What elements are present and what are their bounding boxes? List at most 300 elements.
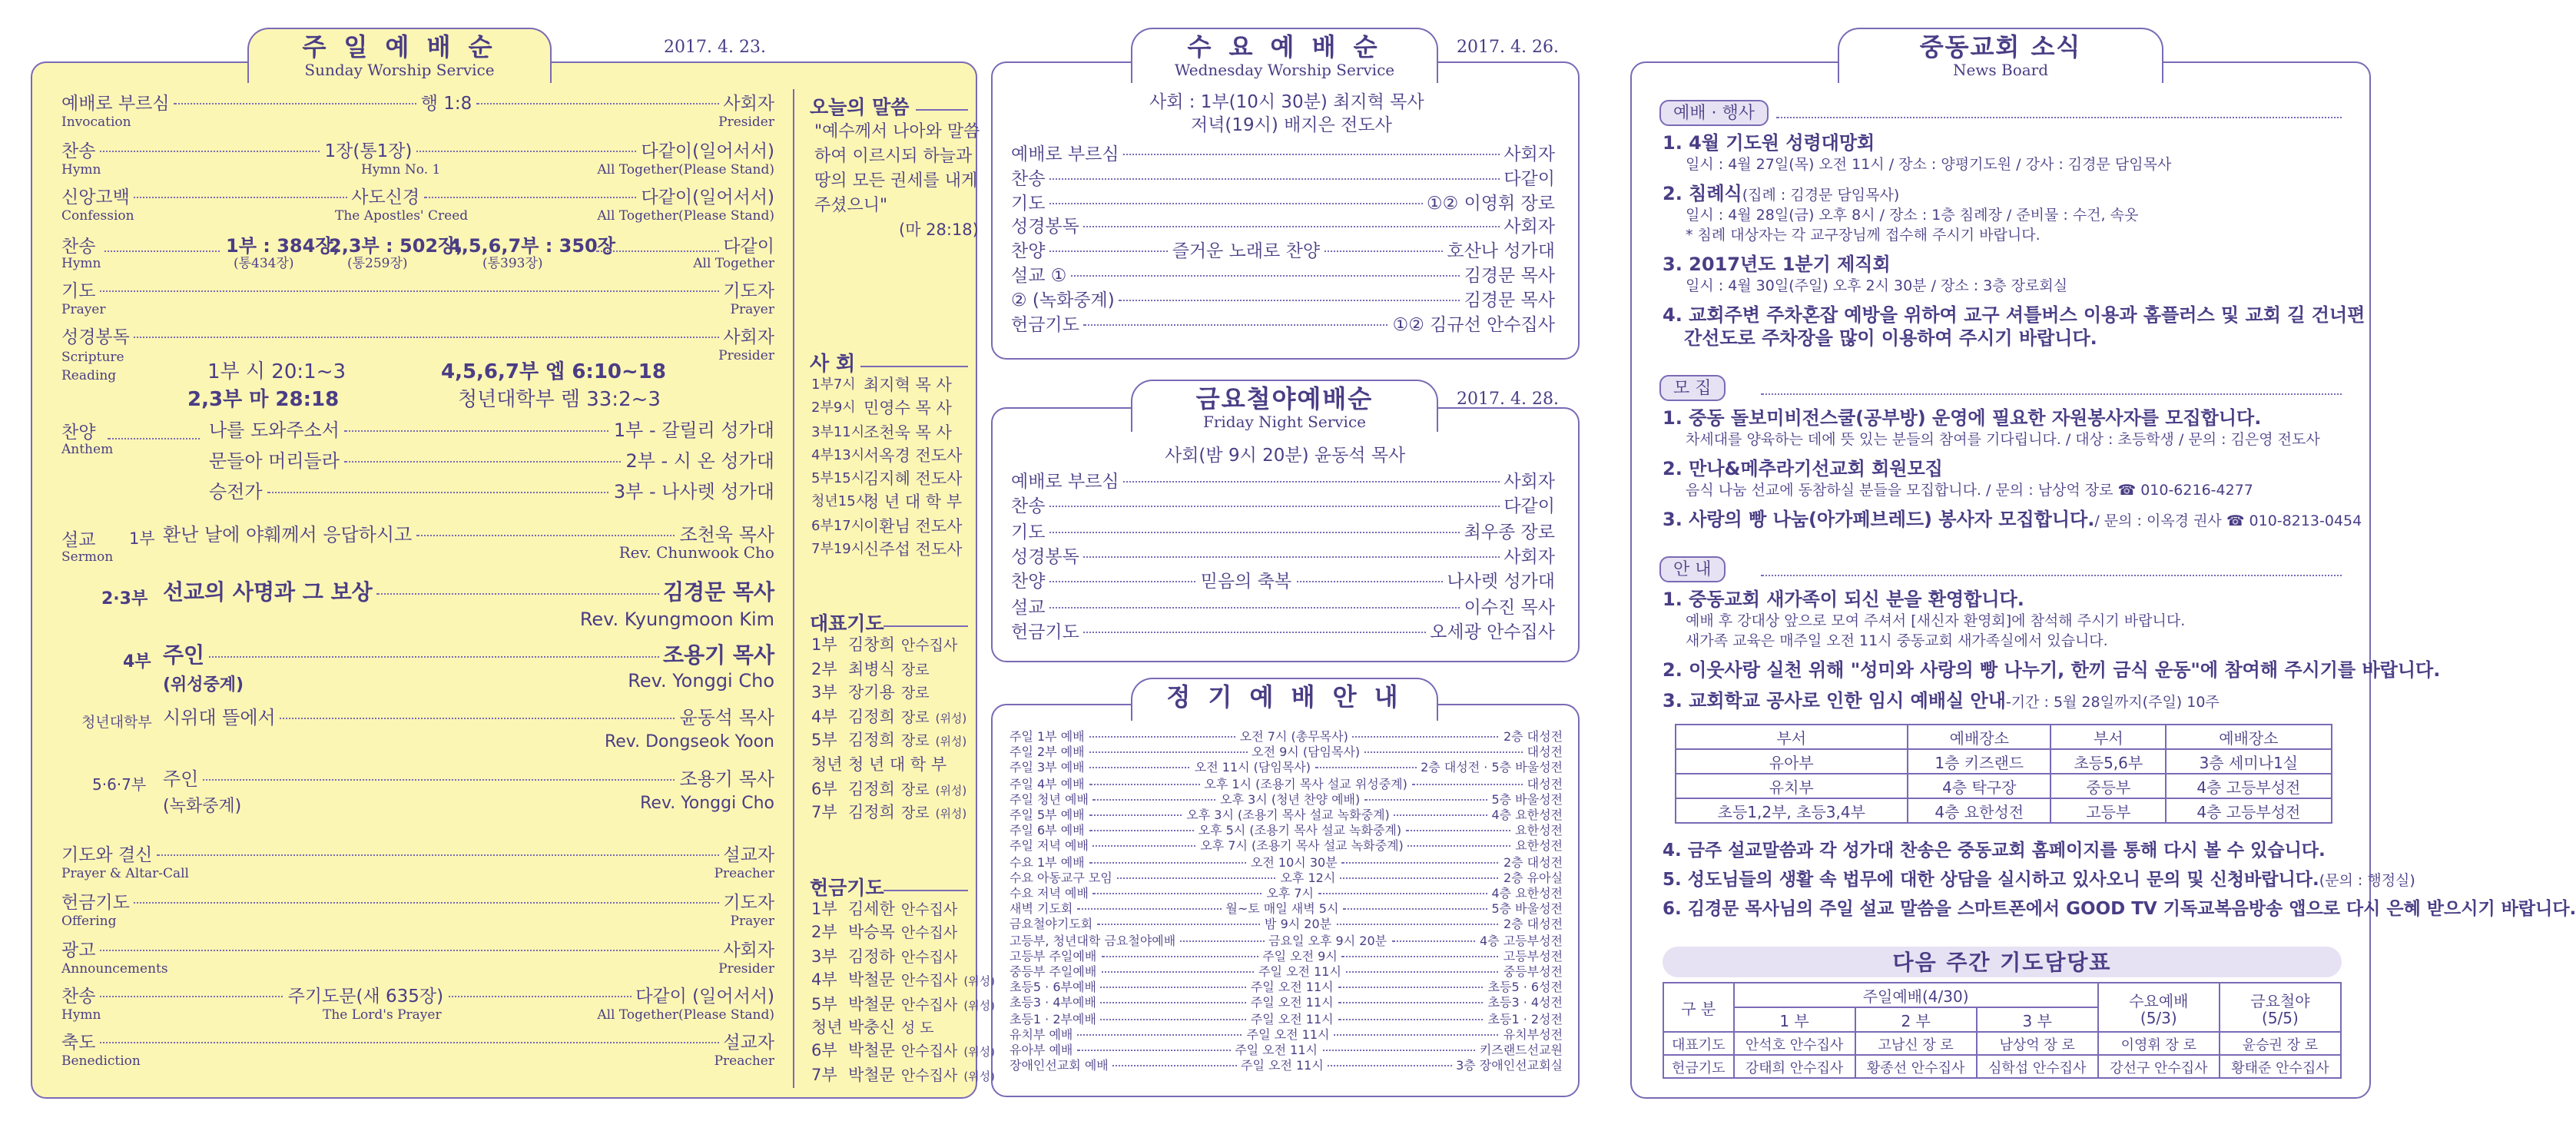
- wednesday-dots: [1324, 250, 1442, 252]
- regular-time: 오후 3시 (조용기 목사 설교 녹화중계): [1186, 808, 1390, 822]
- pt-row-rep: [1663, 1032, 2341, 1055]
- offering-name: 박충신: [848, 1019, 895, 1038]
- room-table-cell: 3층 세미나1실: [2166, 749, 2332, 774]
- host-part: 6부17시: [811, 519, 865, 535]
- regular-time: 오후 7시: [1266, 887, 1315, 900]
- regular-dots: [1093, 893, 1261, 894]
- regular-name: 수요 저녁 예배: [1010, 887, 1089, 900]
- rep-name: 김창희: [848, 636, 895, 655]
- news-info-heading-text: 1. 중동교회 새가족이 되신 분을 환영합니다.: [1663, 589, 2024, 610]
- wednesday-row: [1011, 216, 1555, 237]
- prayer-duty-cell: 이영휘 장 로: [2098, 1032, 2220, 1055]
- news-event-heading-text: 3. 2017년도 1분기 제직회: [1663, 254, 1891, 275]
- anthem-1-title: 나를 도와주소서: [209, 420, 340, 441]
- sermon-2-part: 2·3부: [101, 589, 148, 609]
- rep-rule: [884, 625, 968, 627]
- regular-name: 고등부 주일예배: [1010, 949, 1097, 964]
- sermon-row-3: [163, 644, 774, 670]
- offering-item: [811, 899, 995, 923]
- regular-name: 금요철야기도회: [1010, 917, 1093, 932]
- news-info-heading: [1663, 690, 2220, 715]
- sermon-4-pastor: 윤동석 목사: [679, 707, 774, 728]
- room-table-cell: 1층 키즈랜드: [1908, 749, 2051, 774]
- prayer-table-title: 다음 주간 기도담당표: [1892, 951, 2112, 976]
- host-part: 7부19시: [811, 542, 865, 559]
- rep-role: 장로: [900, 709, 930, 727]
- regular-dots: [1342, 861, 1499, 863]
- wednesday-row: [1011, 143, 1555, 164]
- offering-row: [61, 891, 774, 913]
- regular-dots: [1408, 846, 1510, 847]
- regular-row: [1010, 934, 1563, 949]
- news-recruit-heading-text: 1. 중동 돌보미비전스쿨(공부방) 운영에 필요한 자원봉사자를 모집합니다.: [1663, 407, 2262, 429]
- confession-row: [61, 186, 774, 207]
- friday-dots: [1049, 506, 1499, 508]
- regular-name: 주일 6부 예배: [1010, 824, 1085, 838]
- anthem-dots-a: [108, 438, 200, 439]
- rep-part: 2부: [811, 660, 837, 679]
- offering-role: 안수집사: [900, 997, 958, 1014]
- regular-time: 오후 3시 (청년 찬양 예배): [1220, 792, 1361, 807]
- rep-prayer-title: 대표기도: [810, 612, 884, 635]
- rep-part: 1부: [811, 636, 837, 655]
- offering-part: 6부: [811, 1042, 837, 1061]
- offering-role: 안수집사: [900, 1043, 958, 1061]
- regular-dots: [1089, 830, 1194, 831]
- sunday-divider: [793, 89, 794, 1088]
- news-info-heading-text: 4. 금주 설교말씀과 각 성가대 찬송은 중동교회 홈페이지를 통해 다시 볼 수 있습니다.: [1663, 839, 2326, 861]
- regular-time: 오전 7시 (총무목사): [1239, 730, 1348, 744]
- wednesday-leader: ①② 김규선 안수집사: [1392, 313, 1555, 335]
- pt-row-offering: [1663, 1055, 2341, 1078]
- regular-row: [1010, 1028, 1563, 1043]
- scripture-label: 성경봉독: [61, 326, 130, 347]
- announcements-label: 광고: [61, 939, 96, 960]
- wednesday-row: [1011, 264, 1555, 286]
- sermon-2-title: 선교의 사명과 그 보상: [163, 581, 373, 605]
- regular-row: [1010, 918, 1563, 934]
- regular-place: 2층 대성전: [1503, 917, 1563, 932]
- regular-row: [1010, 871, 1563, 887]
- offering-name: 김세한: [848, 900, 895, 919]
- news-event-heading-text: 2. 침례식: [1663, 183, 1742, 204]
- regular-dots: [1338, 1003, 1484, 1004]
- regular-time: 오후 12시: [1280, 871, 1336, 885]
- host-part: 청년15시: [811, 495, 870, 511]
- prayer-duty-cell: 윤승권 장 로: [2220, 1032, 2341, 1055]
- hymn3-row: [61, 985, 774, 1007]
- sermon-row-4: [163, 707, 774, 728]
- announcements-right: 사회자: [723, 939, 774, 960]
- friday-label: 예배로 부르심: [1011, 470, 1119, 492]
- hymn3-text: 주기도문(새 635장): [287, 985, 444, 1007]
- regular-place: 2층 대성전: [1503, 730, 1563, 744]
- sermon-5-pastor: 조용기 목사: [679, 768, 774, 790]
- host-item: [811, 446, 962, 469]
- scripture-r1b: 4,5,6,7부 엡 6:10~18: [441, 361, 666, 384]
- today-word-rule: [916, 109, 968, 111]
- offering-right-en: Prayer: [730, 914, 774, 930]
- prayer-duty-cell: 황종선 안수집사: [1855, 1055, 1977, 1078]
- offering-part: 청년: [811, 1019, 843, 1038]
- rep-role: 장로: [900, 733, 930, 751]
- prayer-right-en: Prayer: [730, 303, 774, 318]
- regular-name: 주일 5부 예배: [1010, 808, 1085, 822]
- wednesday-dots: [1124, 154, 1500, 155]
- rep-role: 장로: [900, 685, 930, 703]
- regular-time: 오후 1시 (조용기 목사 설교 위성중계): [1204, 777, 1407, 791]
- rep-note: (위성): [935, 735, 967, 749]
- room-table-cell: 4층 고등부성전: [2166, 798, 2332, 823]
- news-info-heading-text: 5. 성도님들의 생활 속 법무에 대한 상담을 실시하고 있사오니 문의 및 신청바랍니다.: [1663, 868, 2319, 890]
- rep-role: 장로: [900, 662, 930, 679]
- offering-name: 박철문: [848, 1042, 895, 1061]
- offering-item: [811, 993, 995, 1017]
- invocation-right-en: Presider: [718, 115, 774, 131]
- today-word-ref: (마 28:18): [899, 221, 979, 240]
- pt-h-part1: 1 부: [1734, 1007, 1855, 1032]
- news-recruit-detail: 음식 나눔 선교에 동참하실 분들을 모집합니다. / 문의 : 남상억 장로 ☎ 010-6216-4277: [1686, 483, 2253, 499]
- regular-place: 4층 요한성전: [1491, 887, 1563, 900]
- today-word-line: 하여 이르시되 하늘과: [814, 146, 973, 166]
- sermon-5-sub: (녹화중계): [163, 796, 242, 816]
- offering-role: 안수집사: [900, 925, 958, 943]
- news-event-detail: 일시 : 4월 30일(주일) 오후 2시 30분 / 장소 : 3층 장로회실: [1686, 278, 2068, 295]
- friday-subtitle: Friday Night Service: [1202, 415, 1366, 432]
- wednesday-label: ② (녹화중계): [1011, 288, 1115, 310]
- news-tag-info: 안 내: [1659, 556, 1726, 582]
- friday-leader: 다같이: [1503, 495, 1555, 517]
- regular-dots: [1089, 814, 1182, 816]
- host-rule: [860, 366, 968, 367]
- host-name: 민영수 목 사: [864, 400, 952, 419]
- benediction-row: [61, 1031, 774, 1053]
- news-event-heading: [1663, 254, 1891, 277]
- anthem-row-1: [209, 420, 774, 441]
- anthem-en: Anthem: [61, 443, 114, 458]
- wednesday-dots: [1049, 250, 1167, 252]
- news-info-heading: [1663, 897, 2576, 920]
- rep-part: 청년: [811, 755, 843, 774]
- friday-leader: 나사렛 성가대: [1447, 570, 1556, 592]
- offering-note: (위성): [963, 998, 995, 1013]
- regular-place: 고등부성전: [1503, 949, 1563, 964]
- news-tag-events: 예배 · 행사: [1659, 100, 1769, 126]
- hymn2-right-en: All Together: [693, 257, 774, 272]
- regular-dots: [1340, 877, 1499, 879]
- prayer-table-header: [1663, 947, 2342, 977]
- hymn3-en: Hymn: [61, 1008, 101, 1023]
- scripture-r1a: 1부 시 20:1~3: [207, 361, 346, 384]
- regular-dots: [1089, 861, 1246, 863]
- offering-name: 박철문: [848, 1066, 895, 1085]
- rep-item: [811, 731, 966, 755]
- regular-time: 주일 오전 9시: [1262, 949, 1338, 964]
- offering-name: 김정하: [848, 947, 895, 967]
- rep-part: 5부: [811, 731, 837, 751]
- regular-time: 오전 10시 30분: [1250, 855, 1338, 870]
- sermon-en: Sermon: [61, 550, 114, 566]
- pt-h-wed: [2098, 983, 2220, 1032]
- anthem-2-title: 문들아 머리들라: [209, 450, 340, 472]
- offering-item: [811, 970, 995, 993]
- regular-name: 주일 청년 예배: [1010, 792, 1089, 807]
- news-tag2-rule: [1761, 393, 2342, 395]
- regular-name: 주일 저녁 예배: [1010, 839, 1089, 854]
- regular-dots: [1338, 987, 1484, 988]
- friday-dots: [1084, 632, 1425, 633]
- regular-time: 밤 9시 20분: [1265, 917, 1332, 932]
- regular-time: 주일 오전 11시: [1250, 1012, 1334, 1027]
- wednesday-row: [1011, 289, 1555, 310]
- prayer-row: [61, 280, 774, 301]
- regular-dots: [1101, 1018, 1246, 1020]
- regular-time: 주일 오전 11시: [1235, 1043, 1318, 1057]
- rep-item: [811, 755, 966, 778]
- prayer-duty-table: [1663, 982, 2342, 1079]
- news-event-heading: [1663, 183, 1899, 207]
- wednesday-dots: [1084, 323, 1388, 325]
- rep-name: 최병식: [848, 660, 895, 679]
- room-table-cell: 초등5,6부: [2051, 749, 2166, 774]
- hymn1-label: 찬송: [61, 140, 96, 161]
- prayer-duty-cell: 강선구 안수집사: [2098, 1055, 2220, 1078]
- sermon-5-title: 주인: [163, 768, 199, 790]
- off-rule: [884, 890, 968, 891]
- pt-h-fri-label: 금요철야: [2250, 993, 2310, 1010]
- rep-part: 7부: [811, 804, 837, 823]
- prayer-label: 기도: [61, 280, 96, 301]
- altar-right: 설교자: [723, 844, 774, 865]
- wednesday-dots: [1084, 227, 1499, 228]
- friday-label: 찬양: [1011, 570, 1046, 592]
- hymn2-part3: 4,5,6,7부 : 350장: [449, 235, 615, 257]
- friday-title: 금요철야예배순: [1195, 384, 1374, 413]
- announcements-row: [61, 939, 774, 960]
- sermon-3-part: 4부: [123, 652, 151, 672]
- wednesday-leader: 호산나 성가대: [1447, 240, 1555, 262]
- regular-name: 수요 1부 예배: [1010, 855, 1085, 870]
- regular-dots: [1315, 768, 1416, 769]
- regular-dots: [1412, 783, 1523, 784]
- regular-dots: [1334, 1034, 1498, 1036]
- hymn1-row: [61, 140, 774, 161]
- wednesday-label: 예배로 부르심: [1011, 143, 1119, 164]
- friday-label: 성경봉독: [1011, 545, 1079, 567]
- regular-name: 장애인선교회 예배: [1010, 1059, 1109, 1073]
- hymn2-part1: 1부 : 384장,: [226, 235, 340, 257]
- friday-title-tab: [1131, 380, 1438, 432]
- regular-name: 초등5 · 6부예배: [1010, 980, 1096, 995]
- regular-dots: [1364, 751, 1522, 753]
- wednesday-leader: 김경문 목사: [1464, 288, 1555, 310]
- anthem-3-choir: 3부 - 나사렛 성가대: [613, 481, 774, 502]
- regular-dots: [1322, 1050, 1475, 1051]
- confession-text: 사도신경: [351, 186, 420, 207]
- regular-dots: [1093, 799, 1215, 801]
- rep-name: 장기용: [848, 684, 895, 703]
- regular-time: 오전 9시 (담임목사): [1252, 745, 1361, 760]
- wednesday-row: [1011, 313, 1555, 334]
- news-recruit-heading: [1663, 407, 2261, 430]
- regular-place: 대성전: [1527, 745, 1563, 760]
- host-part: 2부9시: [811, 401, 856, 417]
- wednesday-label: 찬송: [1011, 167, 1046, 189]
- friday-leader: 최우종 장로: [1464, 520, 1555, 542]
- news-subtitle: News Board: [1952, 63, 2049, 80]
- regular-row: [1010, 980, 1563, 996]
- hymn2-label: 찬송: [61, 235, 96, 257]
- offering-role: 안수집사: [900, 1067, 958, 1085]
- wednesday-date: 2017. 4. 26.: [1457, 37, 1559, 57]
- sermon-2-pastor: 김경문 목사: [663, 581, 774, 605]
- invocation-text: 행 1:8: [420, 92, 472, 114]
- anthem-1-choir: 1부 - 갈릴리 성가대: [613, 420, 774, 441]
- scripture-right: 사회자: [723, 326, 774, 347]
- sermon-row-5: [163, 768, 774, 790]
- scripture-r2a: 2,3부 마 28:18: [187, 389, 340, 412]
- wednesday-dots: [1119, 300, 1460, 301]
- sermon-3-sub: (위성중계): [163, 675, 244, 695]
- prayer-duty-cell: 심학섭 안수집사: [1977, 1055, 2098, 1078]
- room-table-row: [1676, 798, 2332, 823]
- regular-row: [1010, 840, 1563, 855]
- regular-place: 키즈랜드선교원: [1479, 1043, 1563, 1057]
- host-list: [811, 375, 962, 563]
- altar-label: 기도와 결신: [61, 844, 153, 865]
- regular-time: 주일 오전 11시: [1250, 996, 1334, 1010]
- wednesday-host-1: 사회 : 1부(10시 30분) 최지혁 목사: [1149, 91, 1424, 112]
- host-part: 5부15시: [811, 472, 865, 488]
- sunday-title: 주 일 예 배 순: [302, 32, 497, 61]
- hymn2-en: Hymn: [61, 257, 101, 272]
- regular-dots: [1328, 1065, 1451, 1066]
- sermon-1-title: 환난 날에 야훼께서 응답하시고: [163, 524, 413, 546]
- prayer-duty-cell: 남상억 장 로: [1977, 1032, 2098, 1055]
- offering-note: (위성): [963, 1045, 995, 1060]
- sunday-subtitle: Sunday Worship Service: [304, 63, 495, 80]
- news-event-heading-cont: 간선도로 주차장을 많이 이용하여 주시기 바랍니다.: [1684, 327, 2097, 349]
- news-title-tab: [1838, 28, 2163, 83]
- offering-item: [811, 923, 995, 947]
- offering-part: 5부: [811, 995, 837, 1014]
- regular-dots: [1101, 987, 1246, 988]
- prayer-duty-cell: 고남신 장 로: [1855, 1032, 1977, 1055]
- host-title: 사 회: [810, 353, 856, 376]
- confession-right: 다같이(일어서서): [641, 186, 774, 207]
- news-info-heading-text: 3. 교회학교 공사로 인한 임시 예배실 안내: [1663, 690, 2006, 711]
- prayer-en: Prayer: [61, 303, 106, 318]
- regular-place: 5층 바울성전: [1491, 792, 1563, 807]
- offering-prayer-list: [811, 899, 995, 1089]
- offering-name: 박승목: [848, 924, 895, 943]
- friday-label: 찬송: [1011, 495, 1046, 517]
- host-item: [811, 399, 962, 423]
- altar-row: [61, 844, 774, 865]
- regular-dots: [1089, 783, 1200, 784]
- sermon-3-pastor: 조용기 목사: [663, 644, 774, 668]
- host-name: 신주섭 전도사: [864, 541, 963, 560]
- benediction-label: 축도: [61, 1031, 96, 1053]
- anthem-row-2: [209, 450, 774, 472]
- anthem-row-3: [209, 481, 774, 502]
- regular-row: [1010, 950, 1563, 965]
- rep-prayer-list: [811, 635, 966, 827]
- regular-place: 4층 요한성전: [1491, 808, 1563, 822]
- host-name: 청 년 대 학 부: [864, 493, 963, 512]
- hymn2-right: 다같이: [723, 235, 774, 257]
- offering-note: (위성): [963, 974, 995, 989]
- regular-time: 주일 오전 11시: [1246, 1027, 1330, 1042]
- room-table-cell: 고등부: [2051, 798, 2166, 823]
- offering-role: 안수집사: [900, 902, 958, 919]
- regular-place: 2층 유아실: [1503, 871, 1563, 885]
- wednesday-row: [1011, 240, 1555, 261]
- regular-time: 오후 7시 (조용기 목사 설교 녹화중계): [1200, 839, 1404, 854]
- news-tag-recruit: 모 집: [1659, 375, 1726, 401]
- wednesday-leader: 김경문 목사: [1464, 264, 1555, 286]
- offering-note: (위성): [963, 1069, 995, 1083]
- friday-row: [1011, 496, 1555, 517]
- sermon-row-2: [163, 581, 774, 607]
- rep-part: 4부: [811, 708, 837, 727]
- friday-dots: [1049, 581, 1195, 582]
- today-word-title: 오늘의 말씀: [810, 95, 910, 118]
- friday-leader: 사회자: [1503, 545, 1555, 567]
- friday-row: [1011, 595, 1555, 617]
- host-name: 이환님 전도사: [864, 517, 963, 536]
- regular-row: [1010, 824, 1563, 839]
- offering-label: 헌금기도: [61, 891, 130, 913]
- friday-dots: [1049, 606, 1459, 608]
- regular-name: 고등부, 청년대학 금요철야예배: [1010, 934, 1176, 948]
- sermon-4-title: 시위대 뜰에서: [163, 707, 276, 728]
- news-event-heading: [1663, 304, 2365, 327]
- regular-title-tab: [1131, 678, 1438, 721]
- regular-dots: [1101, 956, 1258, 957]
- regular-title: 정 기 예 배 안 내: [1166, 682, 1403, 711]
- rep-item: [811, 707, 966, 731]
- regular-row: [1010, 997, 1563, 1012]
- offering-part: 3부: [811, 947, 837, 967]
- wednesday-row: [1011, 191, 1555, 213]
- offering-item: [811, 1065, 995, 1089]
- rep-part: 6부: [811, 780, 837, 799]
- wednesday-leader: 사회자: [1503, 143, 1555, 164]
- offering-role: 안수집사: [900, 949, 958, 967]
- scripture-right-en: Presider: [718, 349, 774, 364]
- friday-host: 사회(밤 9시 20분) 윤동석 목사: [1165, 444, 1406, 466]
- friday-leader: 오세광 안수집사: [1430, 620, 1555, 642]
- regular-time: 금요일 오후 9시 20분: [1268, 934, 1387, 948]
- sermon-row-1: [163, 524, 774, 546]
- wednesday-dots: [1049, 178, 1499, 180]
- invocation-right: 사회자: [723, 92, 775, 114]
- invocation-label: 예배로 부르심: [61, 92, 170, 114]
- anthem-label: 찬양: [61, 421, 96, 443]
- news-recruit-heading-text: 3. 사랑의 빵 나눔(아가페브레드) 봉사자 모집합니다.: [1663, 509, 2095, 530]
- news-event-heading: [1663, 132, 1875, 155]
- hymn2-part1-sub: (통434장): [234, 257, 294, 272]
- news-info-detail: 예배 후 강대상 앞으로 모여 주셔서 [새신자 환영회]에 참석해 주시기 바랍니다.: [1686, 613, 2186, 630]
- pt-h-part3: 3 부: [1977, 1007, 2098, 1032]
- hymn2-part2: 2,3부 : 502장,: [329, 235, 463, 257]
- regular-name: 수요 아동교구 모임: [1010, 871, 1112, 885]
- sermon-2-en: Rev. Kyungmoon Kim: [579, 609, 774, 630]
- room-table-cell: 예배장소: [2166, 725, 2332, 749]
- regular-place: 요한성전: [1515, 839, 1563, 854]
- offering-item: [811, 1017, 995, 1041]
